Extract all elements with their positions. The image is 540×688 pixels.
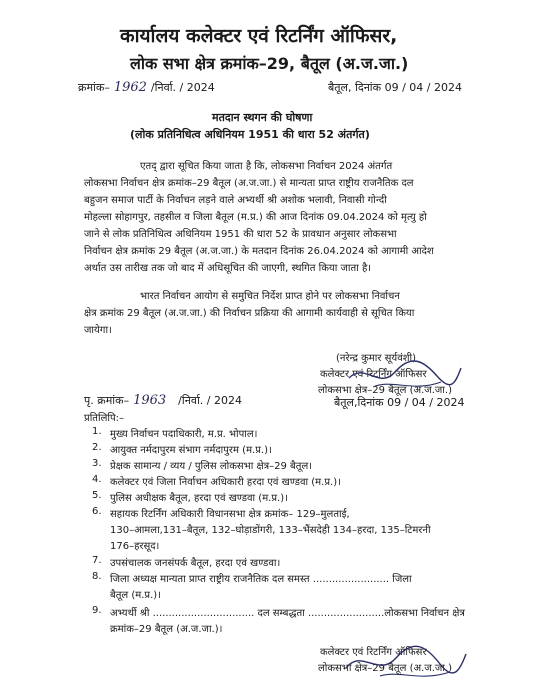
signatory-constituency-2: लोकसभा क्षेत्र–29 बैतूल (अ.ज.जा.) <box>318 663 452 674</box>
list-number: 7. <box>92 555 102 566</box>
copy-to-heading: प्रतिलिपि:– <box>84 413 124 424</box>
para1-line <box>84 175 476 189</box>
list-number: 1. <box>92 426 102 437</box>
list-number: 5. <box>92 490 102 501</box>
para1-line <box>84 260 476 274</box>
para-text: मोहल्ला सोहागपुर, तहसील व जिला बैतूल (म.प्र.) की आज दिनांक 09.04.2024 को मृत्यु हो <box>84 212 427 223</box>
para-text: जाने से लोक प्रतिनिधित्व अधिनियम 1951 की धारा 52 के प्रावधान अनुसार लोकसभा <box>84 229 397 240</box>
ref-number-handwritten: 1962 <box>113 80 147 95</box>
signatory-name: (नरेन्द्र कुमार सूर्यवंशी) <box>336 353 417 364</box>
ref-suffix: /निर्वा. / 2024 <box>178 394 242 407</box>
list-item: जिला अध्यक्ष मान्यता प्राप्त राष्ट्रीय राजनैतिक दल समस्त ........................ जिला <box>110 574 412 585</box>
para1-line <box>84 226 476 240</box>
list-number: 8. <box>92 571 102 582</box>
list-number: 3. <box>92 458 102 469</box>
signatory-designation: कलेक्टर एवं रिटर्निंग ऑफिसर <box>320 369 427 380</box>
list-item: 130–आमला,131–बैतूल, 132–घोड़ाडोंगरी, 133–भैंसदेही 134–हरदा, 135–टिमरनी <box>110 525 431 536</box>
para2-line <box>84 322 476 336</box>
signatory-designation-2: कलेक्टर एवं रिटर्निंग ऑफिसर <box>320 647 427 658</box>
ref-date-2: बैतूल,दिनांक 09 / 04 / 2024 <box>334 396 465 409</box>
subject-title: मतदान स्थगन की घोषणा <box>212 111 313 124</box>
list-item: उपसंचालक जनसंपर्क बैतूल, हरदा एवं खण्डवा। <box>110 558 281 569</box>
para-text: लोकसभा निर्वाचन क्षेत्र क्रमांक–29 बैतूल (अ.ज.जा.) से मान्यता प्राप्त राष्ट्रीय राजनैतिक दल <box>84 178 414 189</box>
signature-scribble-2 <box>340 640 470 684</box>
list-item: प्रेक्षक सामान्य / व्यय / पुलिस लोकसभा क्षेत्र–29 बैतूल। <box>110 461 313 472</box>
para2-line <box>84 305 476 319</box>
para1-line <box>84 243 476 257</box>
ref-number-handwritten: 1963 <box>133 393 167 408</box>
list-item: पुलिस अधीक्षक बैतूल, हरदा एवं खण्डवा (म.प्र.)। <box>110 493 288 504</box>
para1-line <box>84 209 476 223</box>
list-item: आयुक्त नर्मदापुरम संभाग नर्मदापुरम (म.प्र.)। <box>110 445 272 456</box>
list-number: 9. <box>92 605 102 616</box>
para2-line <box>140 288 476 302</box>
ref-suffix: /निर्वा. / 2024 <box>150 81 215 94</box>
list-item: अभ्यर्थी श्री ................................ दल सम्बद्धता ........................लोकसभा निर्वाचन क्षेत्र <box>110 608 465 619</box>
list-number: 2. <box>92 442 102 453</box>
list-item: सहायक रिटर्निंग अधिकारी विधानसभा क्षेत्र क्रमांक– 129–मुलताई, <box>110 509 350 520</box>
list-item: बैतूल (म.प्र.)। <box>110 590 161 601</box>
constituency-heading: लोक सभा क्षेत्र क्रमांक–29, बैतूल (अ.ज.जा.) <box>130 54 409 73</box>
list-item: क्रमांक–29 बैतूल (अ.ज.जा.)। <box>110 624 223 635</box>
office-title: कार्यालय कलेक्टर एवं रिटर्निंग ऑफिसर, <box>120 25 398 47</box>
para-text: जायेगा। <box>84 325 112 336</box>
para-text: भारत निर्वाचन आयोग से समुचित निर्देश प्राप्त होने पर लोकसभा निर्वाचन <box>140 291 400 302</box>
para-text: अर्थात उस तारीख तक जो बाद में अधिसूचित की जाएगी, स्थगित किया जाता है। <box>84 263 372 274</box>
para-text: एतद् द्वारा सूचित किया जाता है कि, लोकसभा निर्वाचन 2024 अंतर्गत <box>140 161 393 172</box>
ref-number-2 <box>84 393 242 408</box>
list-item: मुख्य निर्वाचन पदाधिकारी, म.प्र. भोपाल। <box>110 429 258 440</box>
ref-number-1 <box>78 80 215 95</box>
list-item: 176–हरसूद। <box>110 541 160 552</box>
para1-line <box>84 192 476 206</box>
subject-act: (लोक प्रतिनिधित्व अधिनियम 1951 की धारा 52 अंतर्गत) <box>130 128 370 141</box>
para1-line <box>140 158 476 172</box>
list-item: कलेक्टर एवं जिला निर्वाचन अधिकारी हरदा एवं खण्डवा (म.प्र.)। <box>110 477 341 488</box>
para-text: निर्वाचन क्षेत्र क्रमांक 29 बैतूल (अ.ज.जा.) के मतदान दिनांक 26.04.2024 को आगामी आदेश <box>84 246 434 257</box>
para-text: बहुजन समाज पार्टी के निर्वाचन लड़ने वाले अभ्यर्थी श्री अशोक भलावी, निवासी गोन्दी <box>84 195 387 206</box>
signature-scribble-1 <box>345 356 465 396</box>
ref-date-1: बैतूल, दिनांक 09 / 04 / 2024 <box>328 81 462 94</box>
list-number: 4. <box>92 474 102 485</box>
signatory-constituency: लोकसभा क्षेत्र–29 बैतूल (अ.ज.जा.) <box>318 385 452 396</box>
list-number: 6. <box>92 506 102 517</box>
ref-prefix: पृ. क्रमांक– <box>84 394 130 407</box>
para-text: क्षेत्र क्रमांक 29 बैतूल (अ.ज.जा.) की निर्वाचन प्रक्रिया की आगामी कार्यवाही से सूचित किया <box>84 308 415 319</box>
ref-prefix: क्रमांक– <box>78 81 110 94</box>
